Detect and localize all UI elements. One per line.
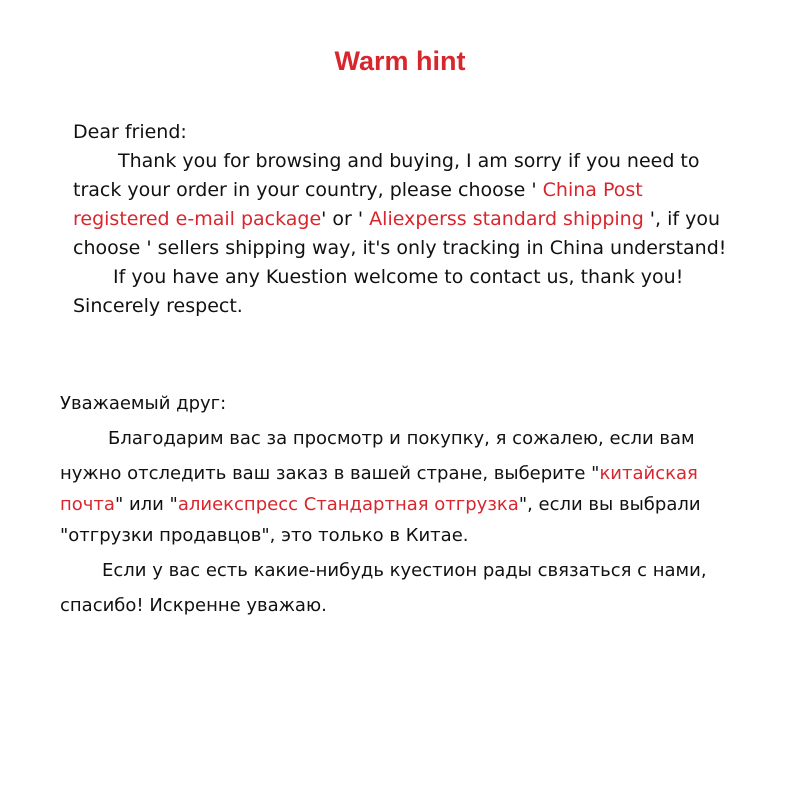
russian-message (60, 388, 770, 621)
russian-line-3 (60, 489, 770, 520)
russian-line-1: Благодарим вас за просмотр и покупку, я сожалею, если вам (108, 428, 695, 449)
english-message (73, 118, 773, 321)
russian-line-2-text: нужно отследить ваш заказ в вашей стране, выберите " (60, 463, 600, 484)
russian-line-5: Если у вас есть какие-нибудь куестион рады связаться с нами, (102, 560, 707, 581)
english-line-3-post: ', if you (643, 208, 721, 230)
chinese-post-highlight: китайская (599, 463, 698, 484)
english-line-5: If you have any Kuestion welcome to contact us, thank you! (113, 266, 684, 288)
russian-line-4: "отгрузки продавцов", это только в Китае. (60, 525, 469, 546)
english-line-4: choose ' sellers shipping way, it's only tracking in China understand! (73, 237, 727, 259)
russian-line-3-mid: " или " (114, 494, 178, 515)
english-signoff: Sincerely respect. (73, 295, 243, 317)
registered-package-highlight: registered e-mail package (73, 208, 322, 230)
russian-shipping-highlight: алиекспресс Стандартная отгрузка (177, 494, 519, 515)
english-line-1: Thank you for browsing and buying, I am sorry if you need to (118, 150, 700, 172)
china-post-highlight: China Post (542, 179, 643, 201)
english-greeting: Dear friend: (73, 121, 187, 143)
english-line-2-text: track your order in your country, please choose ' (73, 179, 543, 201)
english-line-2 (73, 176, 773, 205)
english-line-3 (73, 205, 773, 234)
russian-line-3-post: ", если вы выбрали (518, 494, 701, 515)
russian-signoff: спасибо! Искренне уважаю. (60, 595, 327, 616)
russian-line-2 (60, 458, 770, 489)
russian-post-highlight: почта (60, 494, 115, 515)
aliexpress-shipping-highlight: Aliexperss standard shipping (369, 208, 644, 230)
page-title: Warm hint (334, 46, 466, 76)
english-line-3-mid: ' or ' (321, 208, 370, 230)
russian-greeting: Уважаемый друг: (60, 393, 227, 414)
